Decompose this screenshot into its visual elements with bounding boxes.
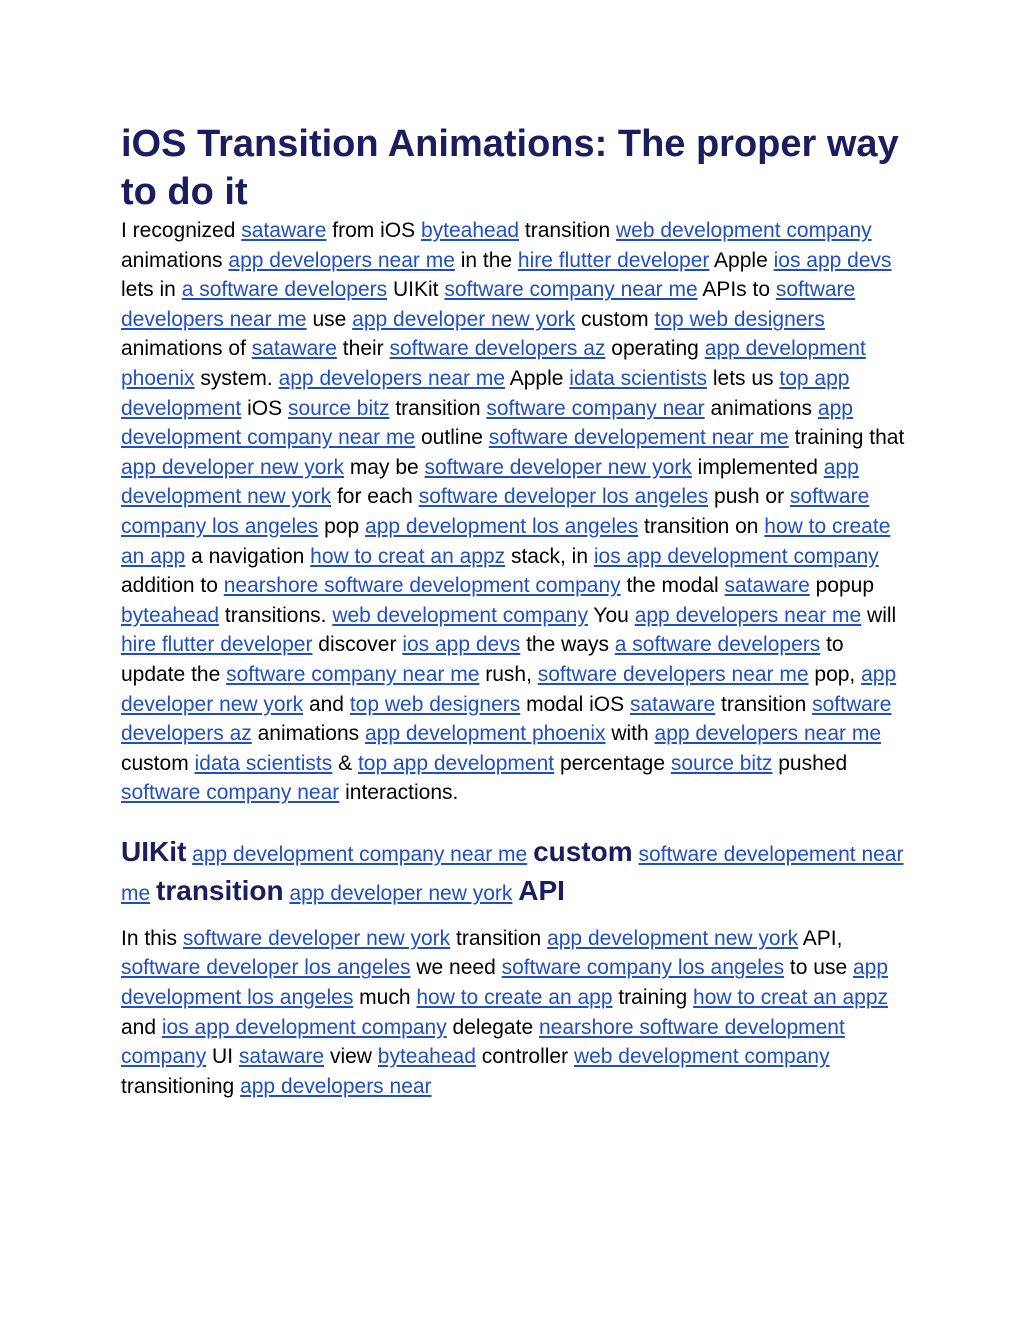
- body-text: popup: [809, 574, 874, 598]
- section-paragraph: [121, 924, 911, 1102]
- intro-paragraph: [121, 216, 911, 808]
- body-text: stack, in: [505, 544, 594, 568]
- inline-link[interactable]: top web designers: [654, 307, 825, 331]
- inline-link[interactable]: app development phoenix: [364, 722, 606, 746]
- inline-link[interactable]: software developers az: [121, 692, 892, 746]
- heading-text: API: [518, 874, 565, 906]
- body-text: implemented: [691, 455, 824, 479]
- inline-link[interactable]: app developer new york: [121, 662, 897, 716]
- body-text: will: [861, 603, 897, 627]
- body-text: UI: [206, 1045, 239, 1069]
- body-text: iOS: [241, 396, 288, 420]
- body-text: for each: [331, 485, 419, 509]
- body-text: may be: [343, 455, 425, 479]
- inline-link[interactable]: software developer new york: [182, 926, 451, 950]
- body-text: I recognized: [121, 219, 242, 242]
- inline-link[interactable]: sataware: [724, 574, 810, 598]
- inline-link[interactable]: byteahead: [420, 219, 520, 242]
- inline-link[interactable]: software company los angeles: [121, 485, 870, 538]
- inline-link[interactable]: software company near: [121, 781, 340, 805]
- body-text: use: [306, 307, 353, 331]
- body-text: training that: [788, 426, 905, 450]
- section-heading: [121, 834, 911, 912]
- inline-link[interactable]: app developers near me: [228, 248, 455, 272]
- inline-link[interactable]: idata scientists: [194, 751, 333, 775]
- body-text: training: [612, 986, 694, 1010]
- body-text: we need: [410, 956, 502, 980]
- heading-text: UIKit: [121, 835, 187, 867]
- inline-link[interactable]: how to create an app: [416, 986, 613, 1010]
- body-text: interactions.: [339, 781, 459, 805]
- inline-link[interactable]: top app development: [357, 751, 555, 775]
- body-text: controller: [475, 1045, 574, 1069]
- inline-link[interactable]: a software developers: [614, 633, 821, 657]
- body-text: addition to: [121, 574, 224, 598]
- inline-link[interactable]: software company near me: [226, 662, 480, 686]
- inline-link[interactable]: hire flutter developer: [517, 248, 710, 272]
- body-text: In this: [121, 926, 183, 950]
- inline-link[interactable]: software developer los angeles: [418, 485, 709, 509]
- body-text: API,: [798, 926, 843, 950]
- inline-link[interactable]: ios app devs: [402, 633, 521, 657]
- inline-link[interactable]: sataware: [241, 219, 327, 242]
- inline-link[interactable]: app developers near me: [634, 603, 862, 627]
- body-text: pushed: [772, 751, 848, 775]
- inline-link[interactable]: ios app devs: [773, 248, 892, 272]
- body-text: and: [121, 1015, 162, 1039]
- body-text: Apple: [709, 248, 774, 272]
- inline-link[interactable]: software company near: [486, 396, 705, 420]
- body-text: much: [353, 986, 417, 1010]
- inline-link[interactable]: how to create an app: [121, 514, 891, 568]
- inline-link[interactable]: nearshore software development company: [223, 574, 621, 598]
- body-text: in the: [454, 248, 518, 272]
- body-text: pop: [318, 514, 366, 538]
- inline-link[interactable]: app developers near me: [278, 366, 506, 390]
- inline-link[interactable]: app development company near me: [192, 842, 528, 866]
- body-text: transitioning: [121, 1074, 241, 1098]
- body-text: APIs to: [697, 278, 776, 302]
- body-text: animations: [704, 396, 818, 420]
- inline-link[interactable]: web development company: [615, 219, 872, 242]
- body-text: the modal: [620, 574, 725, 598]
- inline-link[interactable]: app development los angeles: [121, 956, 889, 1010]
- inline-link[interactable]: ios app development company: [593, 544, 879, 568]
- inline-link[interactable]: app development new york: [547, 926, 799, 950]
- inline-link[interactable]: app developers near: [240, 1074, 432, 1098]
- body-text: lets in: [121, 278, 182, 302]
- body-text: transition: [715, 692, 813, 716]
- body-text: animations: [251, 722, 365, 746]
- inline-link[interactable]: byteahead: [377, 1045, 476, 1069]
- inline-link[interactable]: byteahead: [121, 603, 220, 627]
- inline-link[interactable]: software developers near me: [537, 662, 809, 686]
- heading-text: transition: [156, 874, 284, 906]
- inline-link[interactable]: app development new york: [121, 455, 859, 509]
- body-text: UIKit: [387, 278, 445, 302]
- inline-link[interactable]: sataware: [251, 337, 337, 361]
- body-text: system.: [194, 366, 279, 390]
- inline-link[interactable]: software developement near me: [488, 426, 789, 450]
- inline-link[interactable]: how to creat an appz: [693, 986, 889, 1010]
- inline-link[interactable]: app development phoenix: [121, 337, 866, 390]
- inline-link[interactable]: software developer los angeles: [121, 956, 411, 980]
- inline-link[interactable]: sataware: [238, 1045, 325, 1069]
- body-text: a navigation: [185, 544, 311, 568]
- body-text: transitions.: [219, 603, 333, 627]
- body-text: transition: [450, 926, 548, 950]
- body-text: Apple: [505, 366, 570, 390]
- inline-link[interactable]: app development company near me: [121, 396, 853, 450]
- body-text: animations: [121, 248, 229, 272]
- inline-link[interactable]: top web designers: [349, 692, 521, 716]
- body-text: transition on: [638, 514, 765, 538]
- body-text: percentage: [554, 751, 671, 775]
- inline-link[interactable]: sataware: [630, 692, 716, 716]
- inline-link[interactable]: software company los angeles: [501, 956, 785, 980]
- page-title: iOS Transition Animations: The proper way to do it: [121, 123, 899, 213]
- body-text: custom: [575, 307, 655, 331]
- body-text: view: [324, 1045, 378, 1069]
- inline-link[interactable]: hire flutter developer: [121, 633, 313, 657]
- body-text: to update the: [121, 633, 844, 686]
- inline-link[interactable]: app development los angeles: [365, 514, 639, 538]
- body-text: outline: [415, 426, 489, 450]
- body-text: discover: [312, 633, 403, 657]
- inline-link[interactable]: a software developers: [181, 278, 388, 302]
- inline-link[interactable]: software developers near me: [121, 278, 856, 331]
- body-text: to use: [784, 956, 853, 980]
- body-text: with: [605, 722, 655, 746]
- body-text: the ways: [520, 633, 615, 657]
- inline-link[interactable]: source bitz: [287, 396, 390, 420]
- inline-link[interactable]: app developer new york: [121, 455, 344, 479]
- inline-link[interactable]: top app development: [121, 366, 850, 420]
- inline-link[interactable]: app developer new york: [352, 307, 576, 331]
- heading-text: custom: [533, 835, 633, 867]
- inline-link[interactable]: software developers az: [389, 337, 606, 361]
- body-text: transition: [389, 396, 487, 420]
- body-text: modal iOS: [520, 692, 630, 716]
- inline-link[interactable]: software developement near me: [121, 842, 904, 905]
- inline-link[interactable]: idata scientists: [569, 366, 708, 390]
- body-text: and: [303, 692, 350, 716]
- body-text: transition: [519, 219, 616, 242]
- body-text: You: [587, 603, 635, 627]
- inline-link[interactable]: web development company: [573, 1045, 830, 1069]
- body-text: push or: [708, 485, 790, 509]
- document-body: [121, 120, 911, 1101]
- body-text: operating: [605, 337, 705, 361]
- inline-link[interactable]: software company near me: [444, 278, 698, 302]
- body-text: from iOS: [326, 219, 421, 242]
- body-text: rush,: [479, 662, 538, 686]
- inline-link[interactable]: software developer new york: [424, 455, 692, 479]
- inline-link[interactable]: app developer new york: [289, 881, 513, 905]
- body-text: lets us: [707, 366, 780, 390]
- inline-link[interactable]: web development company: [332, 603, 588, 627]
- body-text: pop,: [808, 662, 862, 686]
- body-text: &: [332, 751, 358, 775]
- inline-link[interactable]: how to creat an appz: [310, 544, 506, 568]
- inline-link[interactable]: source bitz: [670, 751, 773, 775]
- body-text: animations of: [121, 337, 252, 361]
- body-text: their: [336, 337, 390, 361]
- body-text: delegate: [446, 1015, 539, 1039]
- inline-link[interactable]: app developers near me: [654, 722, 881, 746]
- inline-link[interactable]: ios app development company: [161, 1015, 447, 1039]
- inline-link[interactable]: nearshore software development company: [121, 1015, 845, 1069]
- body-text: custom: [121, 751, 195, 775]
